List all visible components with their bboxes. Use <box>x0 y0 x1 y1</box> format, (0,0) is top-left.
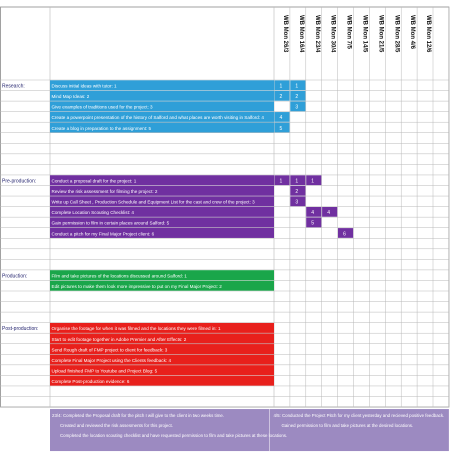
schedule-number: 3 <box>295 199 299 206</box>
task-label: Review the risk assessment for filming the project: 2 <box>51 189 158 195</box>
task-label: Create a blog in preparation to the assignment: 5 <box>51 125 152 131</box>
task-label: Edit pictures to make them look more impressive to put on my Final Major Project: 2 <box>51 284 222 289</box>
week-header: WB Mon 30/4 <box>329 15 336 53</box>
note-left: Completed the location scouting checklist and have requested permission to film and take pictures at these locations. <box>60 433 288 439</box>
task-label: Complete Final Major Project using the Clients feedback: 4 <box>51 357 171 363</box>
progress-notes <box>50 409 449 451</box>
week-header: WB Mon 12/6 <box>425 15 432 53</box>
schedule-number: 6 <box>343 231 346 238</box>
schedule-number: 1 <box>295 83 299 90</box>
task-label: Conduct a pitch for my Final Major Project client: 6 <box>51 231 155 237</box>
section-label: Pre-production: <box>2 178 37 185</box>
schedule-number: 5 <box>279 125 283 132</box>
task-label: Mind Map Ideas: 2 <box>51 94 90 100</box>
week-header: WB Mon 28/5 <box>393 15 400 53</box>
week-header: WB Mon 16/4 <box>297 15 304 53</box>
note-right: 4/5: Conducted the Project Pitch for my client yesterday and recieved positive feedback. <box>273 413 445 419</box>
schedule-number: 1 <box>279 83 283 90</box>
schedule-number: 2 <box>279 94 283 101</box>
task-label: Complete Location Scouting Checklist: 4 <box>51 210 134 216</box>
task-label: Start to edit footage together in Adobe Premier and After Effects: 2 <box>51 336 187 342</box>
section-label: Post-production: <box>2 326 39 333</box>
schedule-number: 4 <box>311 210 315 217</box>
note-left: Created and reviewed the risk assesments for this project. <box>60 423 173 429</box>
section-label: Research: <box>2 83 25 90</box>
week-header: WB Mon 26/3 <box>281 15 288 53</box>
schedule-number: 1 <box>279 178 283 185</box>
task-label: Conduct a proposal draft for the project: 1 <box>51 178 137 184</box>
note-left: 23/4: Completed the Proposal draft for the pitch I will give to the client in two weeks time. <box>52 413 225 419</box>
week-header: WB Mon 4/6 <box>409 15 416 49</box>
schedule-number: 2 <box>295 189 299 196</box>
task-label: Discuss initial ideas with tutor: 1 <box>51 83 117 89</box>
section-label: Production: <box>2 273 28 280</box>
task-label: Upload finished FMP to Youtube and Project Blog: 5 <box>51 368 158 374</box>
schedule-number: 3 <box>295 104 299 111</box>
week-header: WB Mon 21/5 <box>377 15 384 53</box>
schedule-number: 2 <box>295 94 299 101</box>
task-label: Complete Post-production evidence: 6 <box>51 378 130 384</box>
schedule-number: 1 <box>295 178 299 185</box>
schedule-number: 4 <box>279 115 283 122</box>
week-header: WB Mon 14/5 <box>361 15 368 53</box>
schedule-number: 5 <box>311 220 315 227</box>
week-header: WB Mon 23/4 <box>313 15 320 53</box>
task-label: Send Rough draft of FMP project to client for feedback: 3 <box>51 347 168 353</box>
schedule-number: 4 <box>327 210 330 217</box>
task-label: Create a powerpoint presentation of the history of Salford and what places are worth visiting in Salford: 4 <box>51 115 264 121</box>
task-label: Write up Call Sheet , Production Schedule and Equipment List for the cast and crew of the project: 3 <box>51 199 255 205</box>
task-label: Film and take pictures of the locations discussed around Salford: 1 <box>51 273 187 279</box>
note-right: Gained permission to film and take pictures at the desired locations. <box>281 423 414 429</box>
task-label: Organise the footage for when it was filmed and the locations they were filmed in: 1 <box>51 326 221 332</box>
task-label: Give examples of traditions used for the project: 3 <box>51 104 153 110</box>
task-label: Gain permission to film in certain places around Salford: 5 <box>51 220 170 226</box>
schedule-number: 1 <box>311 178 315 185</box>
week-header: WB Mon 7/5 <box>345 15 352 49</box>
